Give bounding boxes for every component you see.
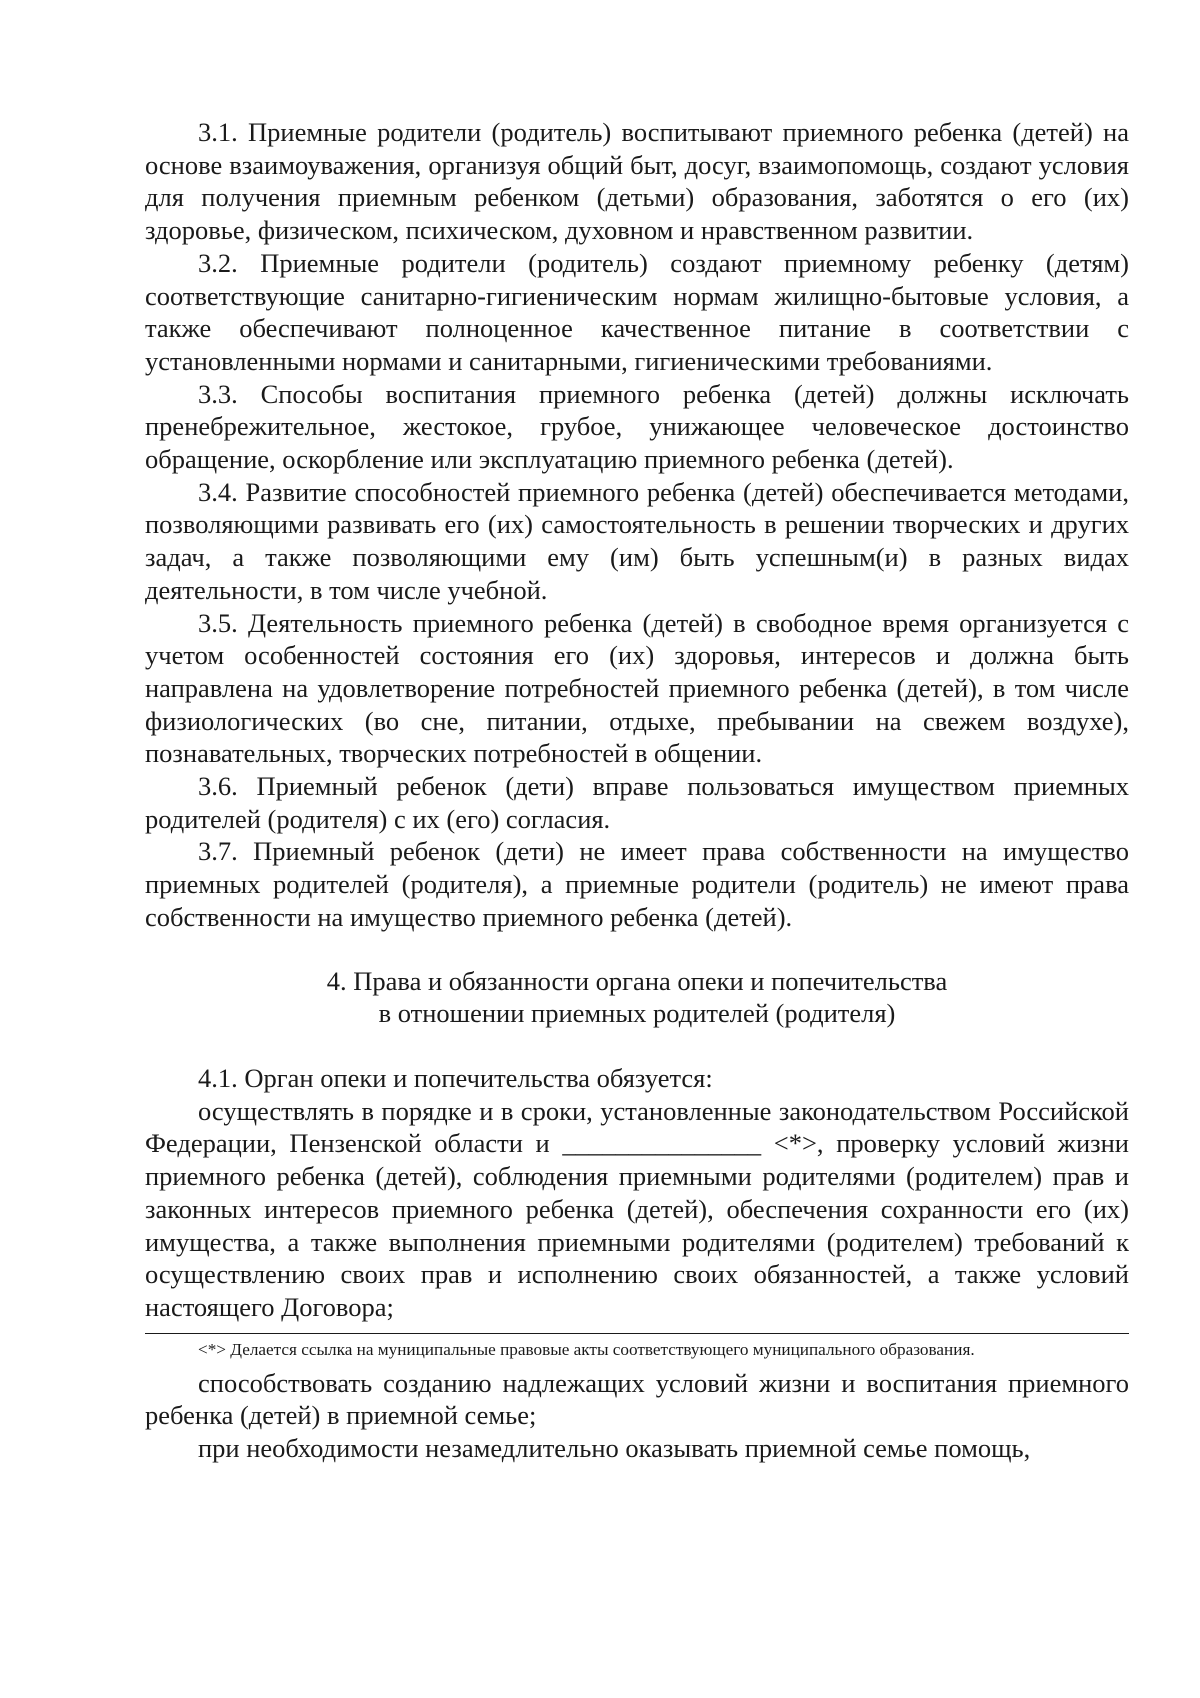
paragraph-4-1-duty-support: способствовать созданию надлежащих условий жизни и воспитания приемного ребенка (детей) в приемной семье;: [145, 1367, 1129, 1431]
paragraph-4-1: 4.1. Орган опеки и попечительства обязуется:: [198, 1062, 713, 1093]
footnote-text: <*> Делается ссылка на муниципальные правовые акты соответствующего муниципального образования.: [198, 1339, 975, 1359]
footnote-divider: [145, 1333, 1129, 1334]
paragraph-3-5: 3.5. Деятельность приемного ребенка (детей) в свободное время организуется с учетом особенностей состояния его (их) здоровья, интересов и должна быть направлена на удовлетворение потребностей приемного ребенка (детей), в том числе физиологических (во сне, питании, отдыхе, пребывании на свежем воздухе), познавательных, творческих потребностей в общении.: [145, 607, 1129, 769]
section-4-heading: [145, 965, 1129, 1030]
paragraph-3-4: 3.4. Развитие способностей приемного ребенка (детей) обеспечивается методами, позволяющими развивать его (их) самостоятельность в решении творческих и других задач, а также позволяющими ему (им) быть успешным(и) в разных видах деятельности, в том числе учебной.: [145, 476, 1129, 605]
paragraph-3-2: 3.2. Приемные родители (родитель) создают приемному ребенку (детям) соответствующие санитарно-гигиеническим нормам жилищно-бытовые условия, а также обеспечивают полноценное качественное питание в соответствии с установленными нормами и санитарными, гигиеническими требованиями.: [145, 247, 1129, 376]
paragraph-4-1-duty-assist: при необходимости незамедлительно оказывать приемной семье помощь,: [198, 1433, 1031, 1464]
paragraph-3-3: 3.3. Способы воспитания приемного ребенка (детей) должны исключать пренебрежительное, жестокое, грубое, унижающее человеческое достоинство обращение, оскорбление или эксплуатацию приемного ребенка (детей).: [145, 378, 1129, 475]
document-body: [145, 116, 1129, 1465]
paragraph-4-1-duty-inspect: осуществлять в порядке и в сроки, установленные законодательством Российской Федерации, Пензенской области и _______________ <*>, проверку условий жизни приемного ребенка (детей), соблюдения приемными родителями (родителем) прав и законных интересов приемного ребенка (детей), обеспечения сохранности его (их) имущества, а также выполнения приемными родителями (родителем) требований к осуществлению своих прав и исполнению своих обязанностей, а также условий настоящего Договора;: [145, 1095, 1129, 1322]
section-4-heading-line-2: в отношении приемных родителей (родителя): [378, 998, 896, 1029]
paragraph-3-1: 3.1. Приемные родители (родитель) воспитывают приемного ребенка (детей) на основе взаимоуважения, организуя общий быт, досуг, взаимопомощь, создают условия для получения приемным ребенком (детьми) образования, заботятся о его (их) здоровье, физическом, психическом, духовном и нравственном развитии.: [145, 117, 1129, 246]
paragraph-3-7: 3.7. Приемный ребенок (дети) не имеет права собственности на имущество приемных родителей (родителя), а приемные родители (родитель) не имеют права собственности на имущество приемного ребенка (детей).: [145, 836, 1129, 932]
section-4-heading-line-1: 4. Права и обязанности органа опеки и попечительства: [326, 965, 948, 996]
paragraph-3-6: 3.6. Приемный ребенок (дети) вправе пользоваться имуществом приемных родителей (родителя) с их (его) согласия.: [145, 771, 1129, 834]
